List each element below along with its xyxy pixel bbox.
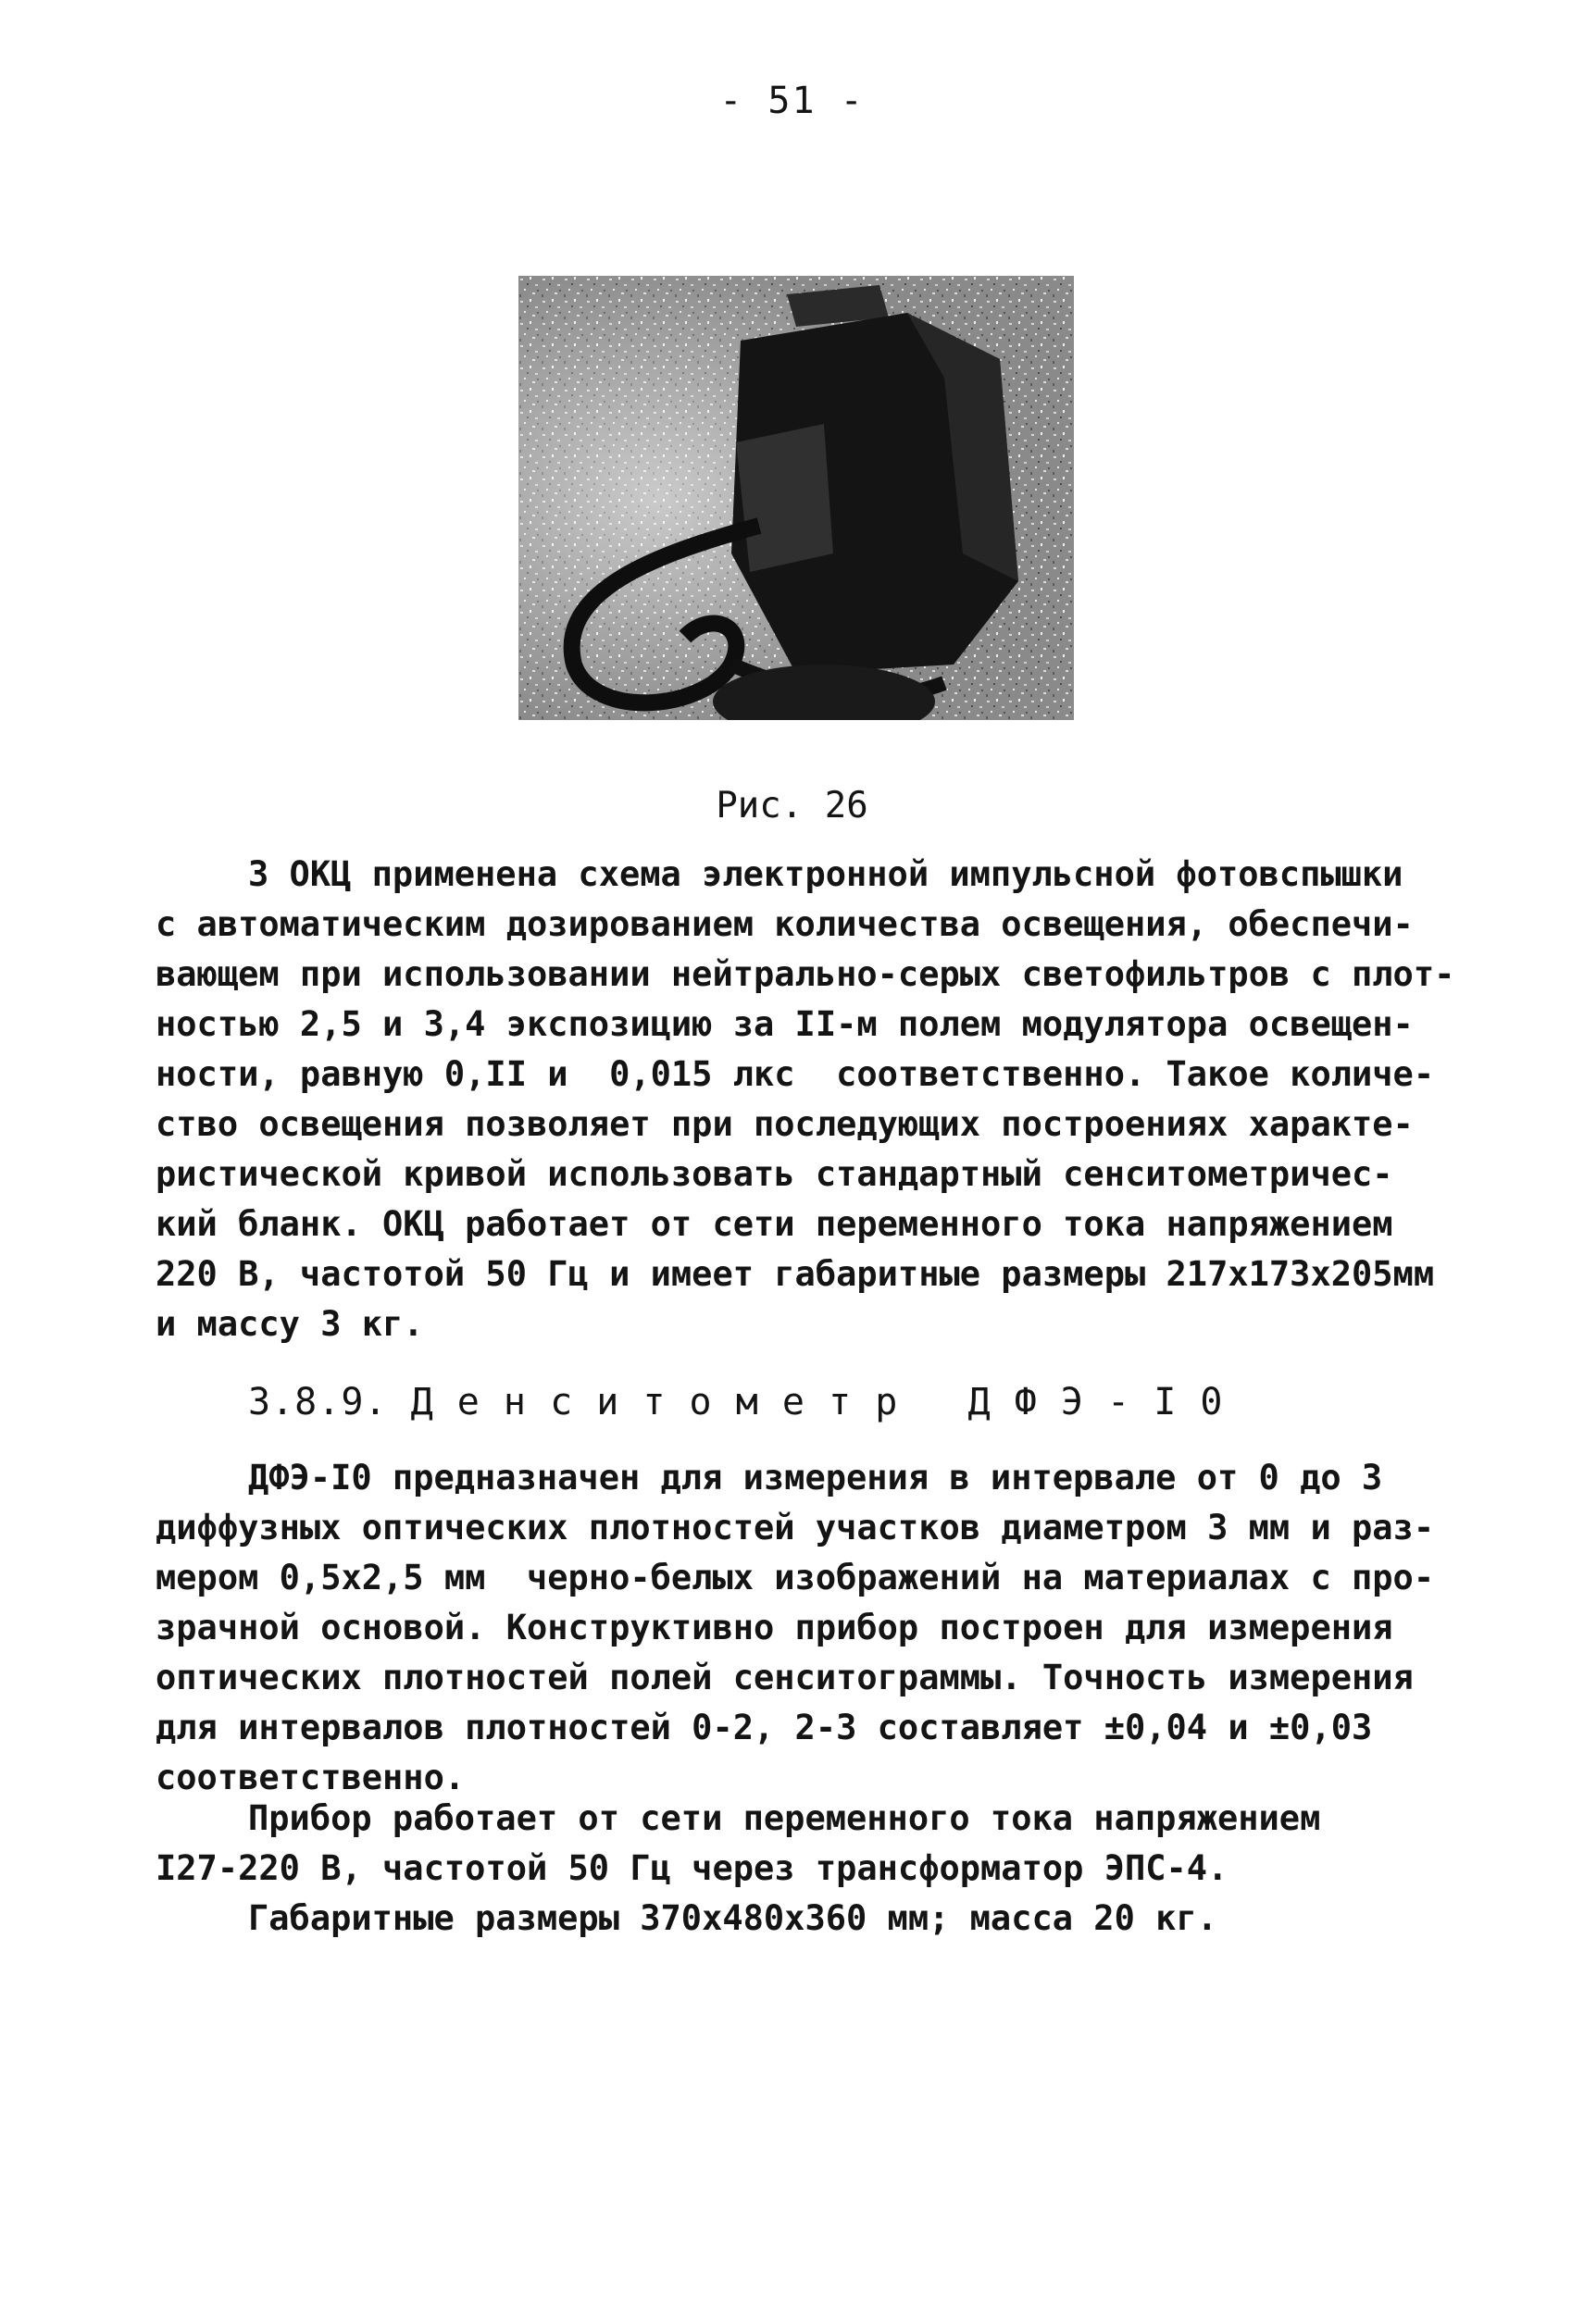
paragraph-line: вающем при использовании нейтрально-серых светофильтров с плот- <box>156 954 1455 994</box>
paragraph-line: ристической кривой использовать стандартный сенситометричес- <box>156 1154 1393 1194</box>
paragraph-line: оптических плотностей полей сенситограммы. Точность измерения <box>156 1658 1414 1697</box>
paragraph-line: зрачной основой. Конструктивно прибор построен для измерения <box>156 1608 1393 1647</box>
paragraph-line: З ОКЦ применена схема электронной импульсной фотовспышки <box>248 854 1403 894</box>
paragraph-power-dimensions <box>156 1794 1489 1944</box>
paragraph-line: и массу 3 кг. <box>156 1304 424 1344</box>
paragraph-okc-description <box>156 850 1489 1349</box>
paragraph-dfe-description <box>156 1453 1489 1803</box>
paragraph-line: ности, равную 0,II и 0,015 лкс соответственно. Такое количе- <box>156 1054 1435 1094</box>
paragraph-line: для интервалов плотностей 0-2, 2-3 составляет ±0,04 и ±0,03 <box>156 1708 1373 1747</box>
paragraph-line: соответственно. <box>156 1758 466 1797</box>
paragraph-line: ство освещения позволяет при последующих построениях характе- <box>156 1104 1414 1144</box>
page-number: - 51 - <box>719 80 865 122</box>
device-photo-image <box>518 276 1074 720</box>
paragraph-line: I27-220 В, частотой 50 Гц через трансформатор ЭПС-4. <box>156 1848 1229 1888</box>
paragraph-line: мером 0,5х2,5 мм черно-белых изображений на материалах с про- <box>156 1558 1435 1597</box>
section-heading: 3.8.9. Д е н с и т о м е т р Д Ф Э - I 0 <box>248 1381 1224 1423</box>
figure-caption: Рис. 26 <box>716 785 868 826</box>
paragraph-line: Прибор работает от сети переменного тока напряжением <box>248 1798 1321 1838</box>
paragraph-line: ностью 2,5 и 3,4 экспозицию за II-м полем модулятора освещен- <box>156 1004 1414 1044</box>
paragraph-line: 220 В, частотой 50 Гц и имеет габаритные размеры 217х173х205мм <box>156 1254 1435 1294</box>
figure-photo-device <box>518 276 1074 720</box>
paragraph-line: с автоматическим дозированием количества освещения, обеспечи- <box>156 904 1414 944</box>
paragraph-line: кий бланк. ОКЦ работает от сети переменного тока напряжением <box>156 1204 1393 1244</box>
paragraph-line: Габаритные размеры 370х480х360 мм; масса 20 кг. <box>248 1898 1217 1938</box>
paragraph-line: ДФЭ-I0 предназначен для измерения в интервале от 0 до 3 <box>248 1458 1383 1498</box>
paragraph-line: диффузных оптических плотностей участков диаметром 3 мм и раз- <box>156 1508 1435 1547</box>
